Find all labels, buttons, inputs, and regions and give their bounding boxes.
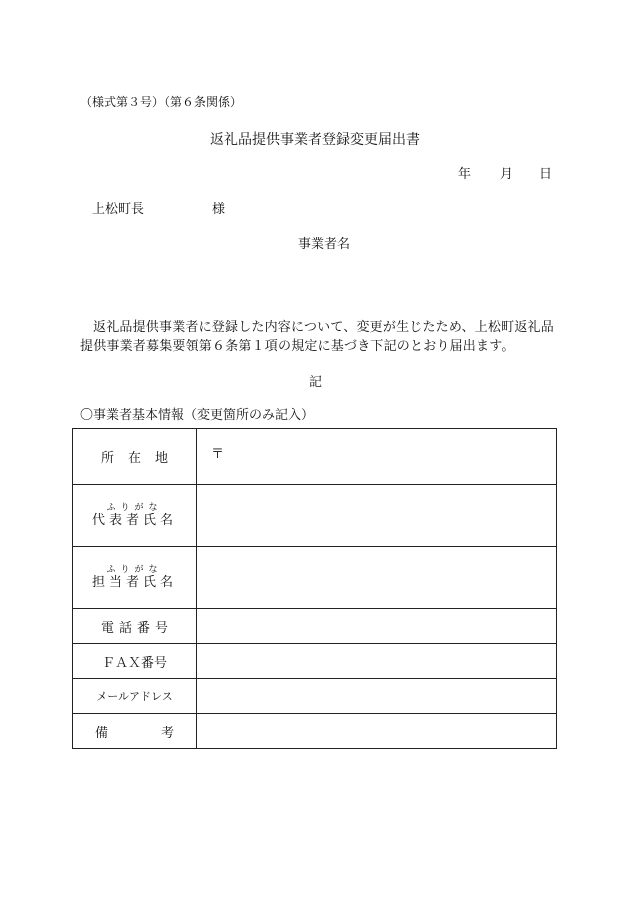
address-label: 所在地 [100, 451, 182, 466]
phone-label: 電話番号 [100, 620, 173, 636]
contact-person-label: 担当者氏名 [91, 575, 177, 590]
email-label-cell [73, 679, 197, 714]
fax-field[interactable] [197, 644, 557, 679]
date-month-label: 月 [500, 167, 514, 182]
date-year-label: 年 [458, 167, 472, 182]
fax-label-cell [73, 644, 197, 679]
remarks-label-second: 考 [160, 725, 174, 741]
business-info-table [72, 428, 557, 749]
contact-person-field[interactable] [197, 547, 557, 609]
fax-label: ＦＡＸ番号 [101, 655, 167, 671]
ki-heading: 記 [309, 375, 323, 390]
contact-person-label-cell [73, 547, 197, 609]
table-row-email [73, 679, 557, 714]
remarks-label [73, 722, 196, 741]
phone-field[interactable] [197, 609, 557, 644]
remarks-label-cell [73, 714, 197, 749]
email-label: メールアドレス [96, 690, 173, 703]
body-paragraph: 返礼品提供事業者に登録した内容について、変更が生じたため、上松町返礼品提供事業者募集要領第６条第１項の規定に基づき下記のとおり届出ます。 [80, 320, 554, 354]
remarks-field[interactable] [197, 714, 557, 749]
phone-label-cell [73, 609, 197, 644]
table-row-address [73, 429, 557, 485]
email-field[interactable] [197, 679, 557, 714]
form-number: （様式第３号）（第６条関係） [80, 95, 243, 109]
contact-person-furigana: ふりがな [106, 565, 163, 575]
table-row-phone [73, 609, 557, 644]
section-heading: 〇事業者基本情報（変更箇所のみ記入） [80, 408, 315, 423]
document-title: 返礼品提供事業者登録変更届出書 [210, 132, 420, 148]
table-row-representative [73, 485, 557, 547]
representative-furigana: ふりがな [106, 503, 163, 513]
addressee-honorific: 様 [212, 202, 226, 217]
addressee-name: 上松町長 [92, 202, 145, 217]
applicant-name-label: 事業者名 [298, 237, 351, 252]
postal-mark: 〒 [211, 447, 225, 462]
remarks-label-first: 備 [95, 725, 109, 741]
table-row-remarks [73, 714, 557, 749]
representative-label: 代表者氏名 [91, 513, 177, 528]
address-field[interactable] [197, 429, 557, 485]
representative-label-cell [73, 485, 197, 547]
representative-field[interactable] [197, 485, 557, 547]
contact-person-label-group [92, 565, 177, 590]
address-label-cell [73, 429, 197, 485]
representative-label-group [92, 503, 177, 528]
date-day-label: 日 [539, 167, 553, 182]
table-row-contact-person [73, 547, 557, 609]
table-row-fax [73, 644, 557, 679]
